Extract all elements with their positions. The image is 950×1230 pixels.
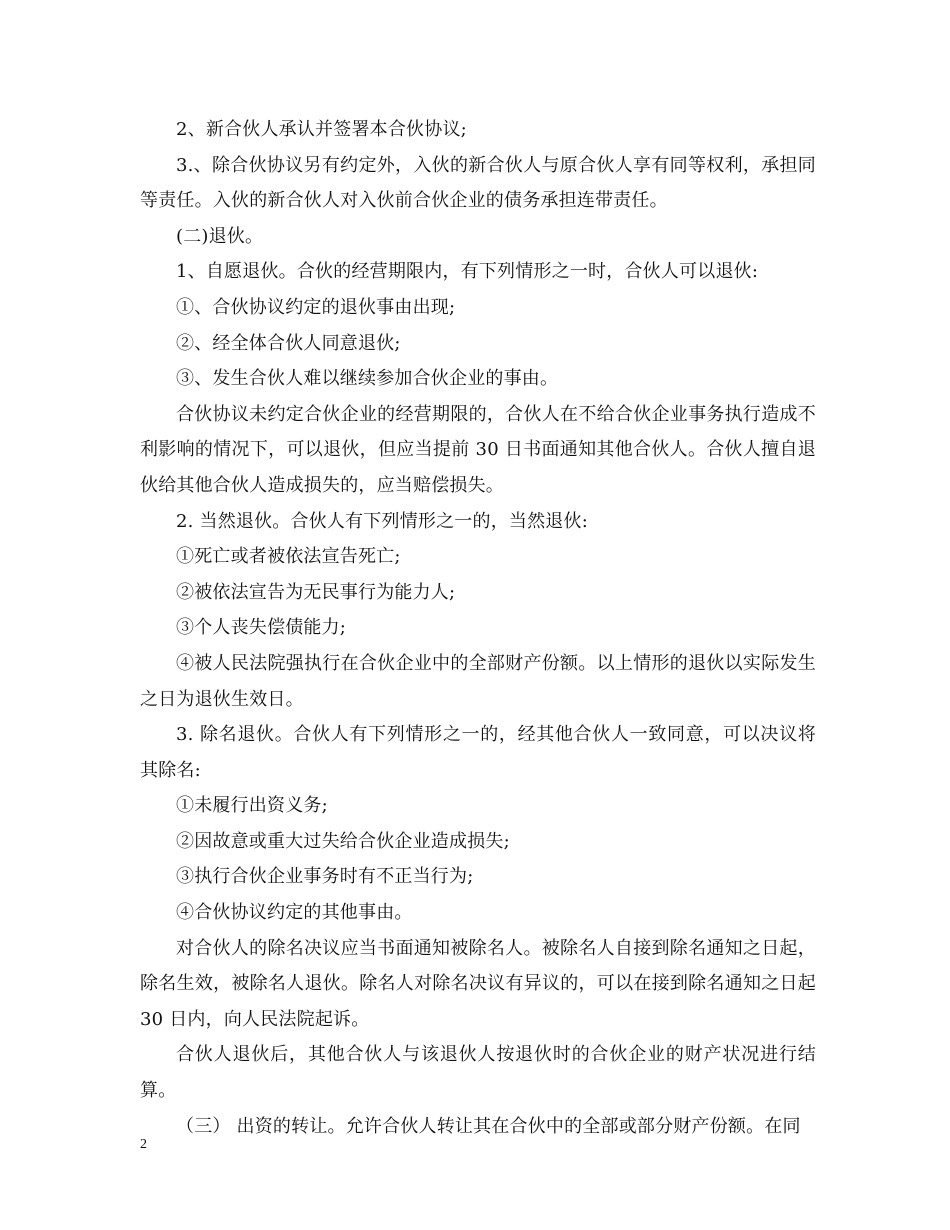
paragraph: 对合伙人的除名决议应当书面通知被除名人。被除名人自接到除名通知之日起，除名生效，被除名人退伙。除名人对除名决议有异议的，可以在接到除名通知之日起 30 日内，向人民法院起诉。 xyxy=(140,937,816,1030)
paragraph: 合伙协议未约定合伙企业的经营期限的，合伙人在不给合伙企业事务执行造成不利影响的情况下，可以退伙，但应当提前 30 日书面通知其他合伙人。合伙人擅自退伙给其他合伙人造成损失的，应当赔偿损失。 xyxy=(140,403,816,496)
page-number: 2 xyxy=(140,1137,147,1152)
list-item: ③个人丧失偿债能力; xyxy=(176,617,347,639)
paragraph: 合伙人退伙后，其他合伙人与该退伙人按退伙时的合伙企业的财产状况进行结算。 xyxy=(140,1044,816,1102)
list-item: ③执行合伙企业事务时有不正当行为; xyxy=(176,866,474,888)
list-item: ①未履行出资义务; xyxy=(176,795,328,817)
list-item: ④合伙协议约定的其他事由。 xyxy=(176,902,413,924)
list-item: ①、合伙协议约定的退伙事由出现; xyxy=(176,296,456,318)
paragraph: 3.、除合伙协议另有约定外，入伙的新合伙人与原合伙人享有同等权利，承担同等责任。入伙的新合伙人对入伙前合伙企业的债务承担连带责任。 xyxy=(140,154,816,212)
list-item: ②因故意或重大过失给合伙企业造成损失; xyxy=(176,830,510,852)
list-item: ②、经全体合伙人同意退伙; xyxy=(176,332,401,354)
body-text xyxy=(140,112,816,1144)
section-heading: (二)退伙。 xyxy=(176,225,264,247)
list-item: ④被人民法院强执行在合伙企业中的全部财产份额。以上情形的退伙以实际发生之日为退伙生效日。 xyxy=(140,652,816,710)
paragraph: 2. 当然退伙。合伙人有下列情形之一的，当然退伙: xyxy=(176,510,588,532)
paragraph: （三） 出资的转让。允许合伙人转让其在合伙中的全部或部分财产份额。在同 xyxy=(176,1115,801,1137)
paragraph: 2、新合伙人承认并签署本合伙协议; xyxy=(176,119,467,140)
list-item: ②被依法宣告为无民事行为能力人; xyxy=(176,581,456,603)
paragraph: 3. 除名退伙。合伙人有下列情形之一的，经其他合伙人一致同意，可以决议将其除名: xyxy=(140,724,816,781)
paragraph: 1、自愿退伙。合伙的经营期限内，有下列情形之一时，合伙人可以退伙: xyxy=(176,261,759,283)
list-item: ③、发生合伙人难以继续参加合伙企业的事由。 xyxy=(176,368,559,390)
list-item: ①死亡或者被依法宣告死亡; xyxy=(176,546,401,568)
